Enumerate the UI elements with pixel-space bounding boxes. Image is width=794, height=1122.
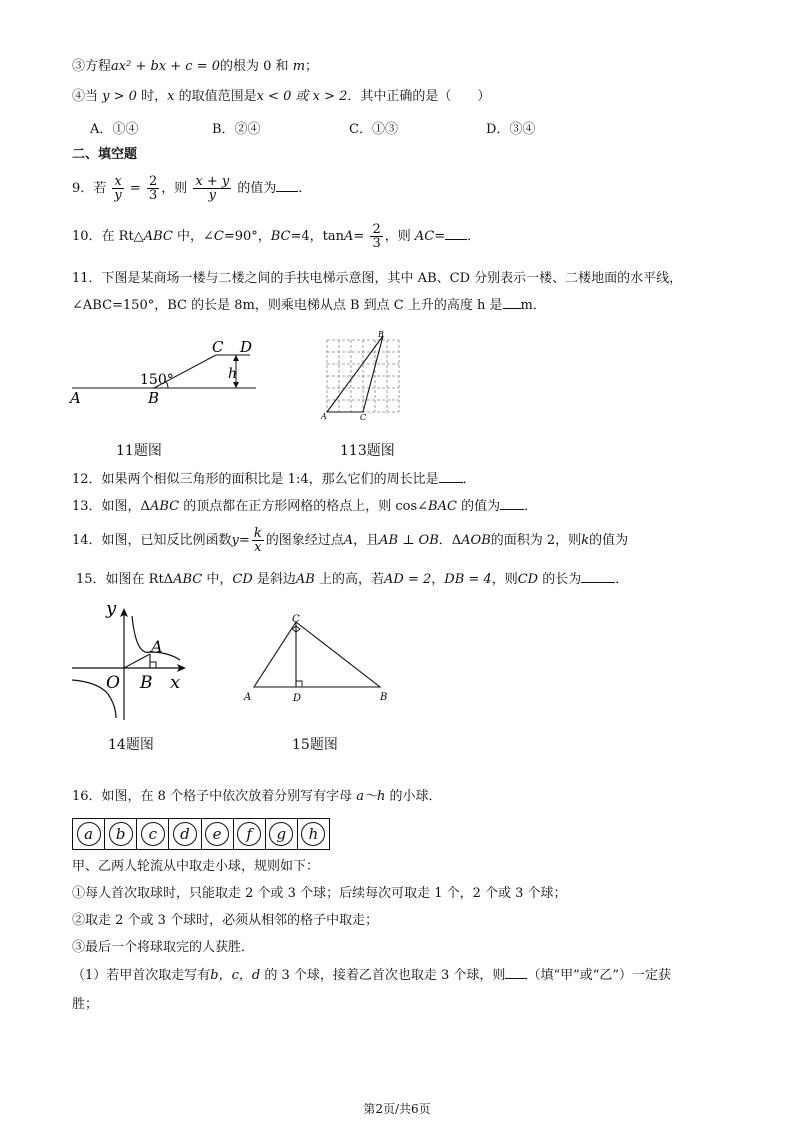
var: BAC (428, 499, 457, 514)
label-o: O (106, 673, 120, 693)
grid-cell (234, 819, 266, 849)
label-a: A (70, 389, 81, 407)
text: ， (431, 572, 445, 587)
q8-option-c: C．①③ (349, 122, 398, 137)
label-a: A (151, 637, 163, 656)
figure-11 (66, 336, 266, 410)
var: A (343, 533, 354, 548)
question-12 (72, 470, 476, 489)
label-y: y (106, 598, 117, 619)
fraction-k-over-x (252, 527, 264, 554)
label-b: B (378, 330, 384, 339)
text: 14．如图，已知反比例函数 (72, 533, 232, 548)
text: 16．如图，在 8 个格子中依次放着分别写有字母 (72, 789, 353, 804)
question-9 (72, 174, 311, 204)
var: y (231, 533, 239, 548)
question-11-line1: 11．下图是某商场一楼与二楼之间的手扶电梯示意图，其中 AB、CD 分别表示一楼、二楼地面的水平线， (72, 271, 683, 286)
numerator: 2 (372, 222, 381, 237)
numerator: x (112, 175, 123, 189)
text: ．Δ (438, 533, 462, 548)
var: AB ⊥ OB (379, 533, 439, 548)
var: b，c，d (210, 968, 261, 983)
question-15 (76, 570, 628, 589)
text: ． (467, 229, 481, 244)
text: ． (298, 181, 312, 196)
equation: ax² + bx + c = 0 (111, 59, 220, 74)
grid (327, 340, 399, 412)
rule-2: ②取走 2 个或 3 个球时，必须从相邻的格子中取走； (72, 913, 379, 928)
label-c: C (360, 413, 367, 422)
text: 的顶点都在正方形网格的格点上，则 cos∠ (183, 499, 429, 514)
triangle-abc (254, 622, 380, 687)
label-a: A (244, 692, 252, 703)
text: ，则 (384, 229, 411, 244)
q8-option-b: B．②④ (212, 122, 261, 137)
range: x < 0 或 x > 2 (256, 89, 348, 104)
text: 上的高，若 (319, 572, 385, 587)
question-10 (72, 222, 480, 252)
text: 的图象经过点 (265, 533, 344, 548)
text: m． (520, 298, 546, 313)
label-h: h (228, 366, 238, 382)
var: A (344, 229, 354, 244)
text: 9．若 (72, 181, 107, 196)
question-16-part1-end: 胜； (72, 997, 99, 1012)
text: ． (462, 472, 476, 487)
label-d: D (293, 693, 302, 704)
denominator: y (208, 188, 216, 203)
question-16-part1 (72, 966, 671, 985)
var: BC (270, 229, 291, 244)
var: ABC (149, 499, 180, 514)
question-11-line2 (72, 296, 546, 315)
text: ，且 (353, 533, 380, 548)
var: AC (414, 229, 435, 244)
right-angle-mark (150, 662, 156, 668)
fraction-2-over-3 (370, 223, 382, 250)
denominator: 3 (148, 188, 158, 203)
q8-option-d: D．③④ (486, 122, 536, 137)
grid-cell (298, 819, 329, 849)
ball-c: c (141, 822, 165, 846)
label-c: C (292, 614, 300, 625)
text: 的值为 (589, 533, 629, 548)
caption-fig13: 113题图 (340, 443, 395, 459)
grid-cell (137, 819, 169, 849)
denominator: 3 (372, 236, 381, 251)
var: AD = 2 (384, 572, 432, 587)
ball-d: d (173, 822, 197, 846)
numerator: x + y (195, 174, 230, 189)
var: a～h (356, 789, 386, 804)
var: C (213, 229, 224, 244)
text: 的面积为 2，则 (490, 533, 582, 548)
right-angle-d (296, 681, 302, 687)
text: 的取值范围是 (178, 89, 257, 104)
caption-fig14: 14题图 (108, 737, 154, 753)
text: =4，tan (290, 229, 345, 244)
ball-f: f (237, 822, 261, 846)
label-b: B (380, 692, 388, 703)
figure-13 (318, 328, 408, 422)
arrow-up (233, 355, 239, 361)
section-title: 二、填空题 (72, 147, 138, 162)
grid-cell (73, 819, 105, 849)
var: ABC (173, 572, 203, 587)
text: = (129, 181, 141, 196)
text: 的值为 (237, 181, 277, 196)
var-m: m (292, 59, 306, 74)
var: AB (295, 572, 315, 587)
figure-14 (68, 598, 194, 724)
text: 的小球． (389, 789, 442, 804)
text: 15．如图在 RtΔ (76, 572, 174, 587)
text: ．其中正确的是（ ） (347, 89, 491, 104)
ball-grid (72, 818, 330, 850)
q8-statement-3 (72, 58, 318, 76)
numerator: k (253, 526, 262, 541)
caption-fig11: 11题图 (116, 443, 162, 459)
question-16-intro (72, 788, 442, 806)
text: = (238, 533, 250, 548)
answer-blank (500, 497, 524, 510)
text: 的 3 个球，接着乙首次也取走 3 个球，则 (264, 968, 506, 983)
answer-blank (276, 179, 298, 192)
numerator: 2 (148, 174, 158, 189)
page-footer: 第2页/共6页 (363, 1102, 431, 1116)
var-x: x (167, 89, 175, 104)
grid-cell (105, 819, 137, 849)
segment-oa (124, 654, 150, 668)
label-b: B (148, 389, 160, 407)
text: ∠ABC=150°，BC 的长是 8m，则乘电梯从点 B 到点 C 上升的高度 h 是 (72, 298, 503, 313)
text: 中， (206, 572, 233, 587)
text: 10．在 Rt△ (72, 229, 144, 244)
label-d: D (240, 338, 253, 356)
var: AOB (461, 533, 491, 548)
grid-cell (169, 819, 201, 849)
text: ，则 (161, 181, 188, 196)
fraction-2-over-3 (147, 175, 159, 202)
var: DB = 4 (444, 572, 492, 587)
text: ． (524, 499, 538, 514)
var: CD (232, 572, 253, 587)
q8-option-a: A．①④ (90, 122, 139, 137)
ball-e: e (205, 822, 229, 846)
grid-cell (266, 819, 298, 849)
label-x: x (170, 672, 181, 693)
answer-blank (581, 570, 615, 583)
text: 的根为 0 和 (220, 59, 289, 74)
text: 的长为 (542, 572, 582, 587)
answer-blank (445, 227, 467, 240)
label-c: C (212, 338, 224, 356)
ball-b: b (109, 822, 133, 846)
text: = (434, 229, 446, 244)
caption-fig15: 15题图 (292, 737, 338, 753)
answer-blank (503, 296, 521, 309)
text: 时， (141, 89, 168, 104)
figure-15 (240, 612, 390, 706)
text: 是斜边 (256, 572, 296, 587)
text: ，则 (491, 572, 518, 587)
rule-1: ①每人首次取球时，只能取走 2 个或 3 个球；后续每次可取走 1 个，2 个或 3 个球； (72, 886, 567, 901)
text: 的值为 (461, 499, 501, 514)
text: ． (615, 572, 629, 587)
ball-a: a (77, 822, 101, 846)
text: （1）若甲首次取走写有 (72, 968, 211, 983)
var: CD (517, 572, 539, 587)
label-b: B (140, 673, 153, 693)
text: （填“甲”或“乙”）一定获 (527, 968, 672, 983)
text: 13．如图，Δ (72, 499, 150, 514)
text: 中，∠ (176, 229, 214, 244)
question-14 (72, 524, 628, 558)
answer-blank (439, 470, 463, 483)
rules-title: 甲、乙两人轮流从中取走小球，规则如下： (72, 859, 320, 874)
rule-3: ③最后一个将球取完的人获胜． (72, 940, 255, 955)
condition: y > 0 (102, 89, 137, 104)
grid-cell (202, 819, 234, 849)
fraction-x-over-y (112, 175, 123, 202)
text: =90°， (223, 229, 271, 244)
text: = (353, 229, 365, 244)
text: 12．如果两个相似三角形的面积比是 1:4，那么它们的周长比是 (72, 472, 439, 487)
ball-h: h (301, 822, 325, 846)
text: ； (305, 59, 319, 74)
ball-g: g (269, 822, 293, 846)
angle-label: 150° (140, 372, 174, 388)
answer-blank (505, 966, 527, 979)
arrow-down (233, 382, 239, 388)
text: ④当 (72, 89, 99, 104)
var: ABC (143, 229, 173, 244)
denominator: y (114, 188, 122, 203)
fraction-xy-over-y (193, 175, 231, 202)
var: k (581, 533, 590, 548)
text: ③方程 (72, 59, 112, 74)
label-a: A (321, 412, 327, 421)
question-13 (72, 497, 537, 516)
q8-statement-4 (72, 88, 490, 106)
denominator: x (254, 540, 262, 555)
